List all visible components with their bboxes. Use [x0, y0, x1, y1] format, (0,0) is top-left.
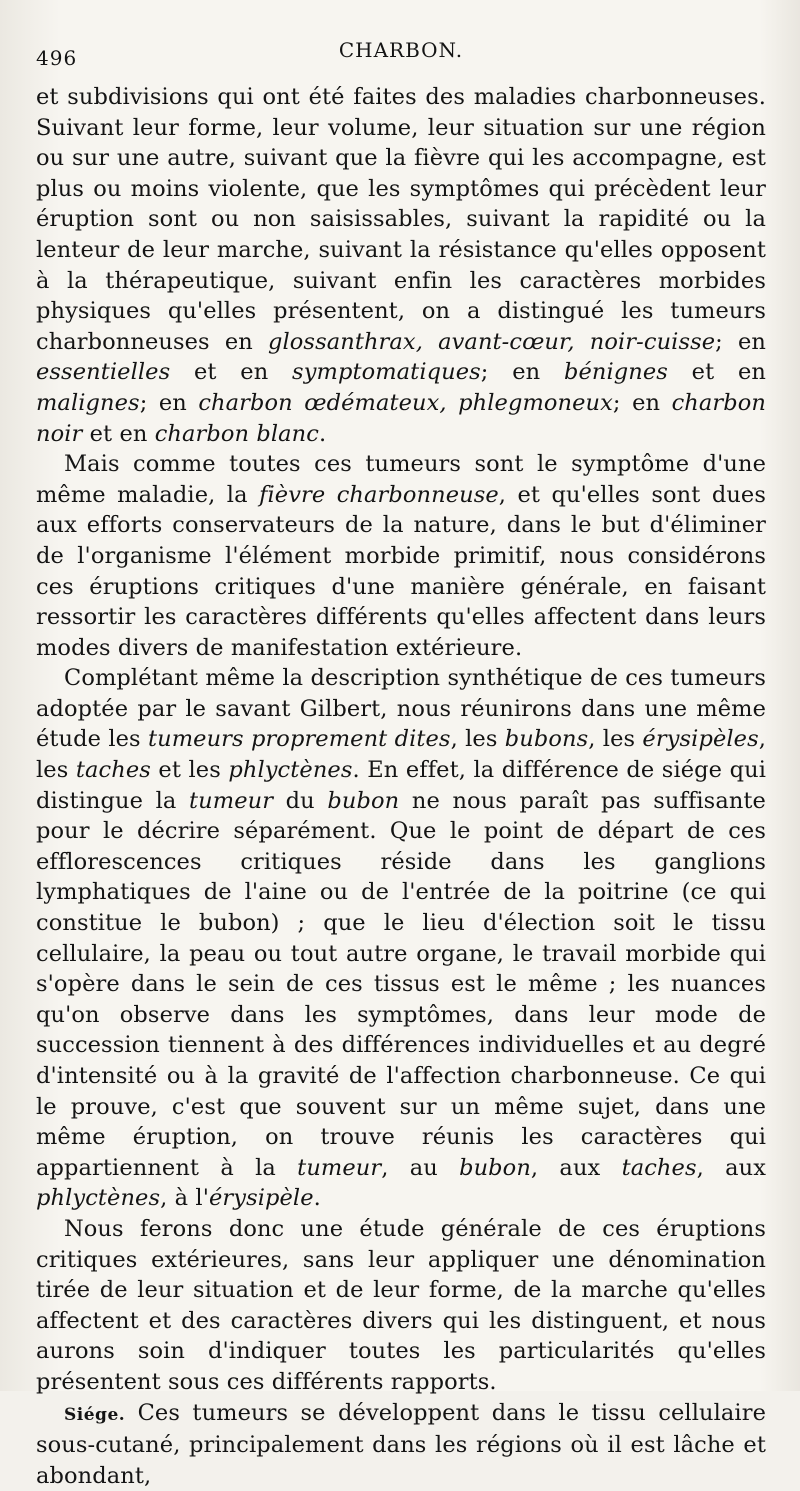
italic-term: érysipèles: [642, 726, 759, 753]
italic-term: phlyctènes: [36, 1185, 161, 1212]
text-run: , aux: [530, 1154, 622, 1181]
italic-term: tumeur: [189, 787, 274, 814]
italic-term: bubon: [459, 1154, 531, 1181]
text-run: ; en: [612, 389, 672, 416]
text-run: Nous ferons donc une étude générale de ces éruptions critiques extérieures, sans leur appliquer une dénomination tirée de leur situation et de leur forme, de la marche qu'elles affectent et des caractères divers qui les distinguent, et nous aurons soin d'indiquer toutes les particularités qu'elles présentent sous ces différents rapports.: [36, 1215, 766, 1395]
italic-term: charbon œdémateux, phlegmoneux: [198, 389, 613, 416]
page-number: 496: [36, 46, 78, 70]
italic-term: tumeurs proprement dites: [147, 726, 451, 753]
italic-term: symptomatiques: [292, 359, 481, 386]
text-run: et en: [667, 359, 766, 386]
text-run: et subdivisions qui ont été faites des maladies charbonneuses. Suivant leur forme, leur volume, leur situation sur une région ou sur une autre, suivant que la fièvre qui les accompagne, est plus ou moins violente, que les symptômes qui précèdent leur éruption sont ou non saisissables, suivant la rapidité ou la lenteur de leur marche, suivant la résistance qu'elles opposent à la thérapeutique, suivant enfin les caractères morbides physiques qu'elles présentent, on a distingué les tumeurs charbonneuses en: [36, 84, 766, 355]
page-body: [36, 82, 766, 1491]
italic-term: essentielles: [36, 359, 171, 386]
paragraph: [36, 663, 766, 1214]
text-run: et en: [170, 359, 293, 386]
italic-term: érysipèle: [208, 1185, 314, 1212]
text-run: , à l': [160, 1185, 209, 1212]
italic-term: bénignes: [563, 359, 668, 386]
text-run: et en: [82, 420, 155, 447]
paragraph: [36, 1214, 766, 1398]
italic-term: phlyctènes: [228, 757, 353, 784]
paragraph: [36, 82, 766, 449]
text-run: , les: [588, 726, 643, 753]
italic-term: tumeur: [297, 1154, 382, 1181]
text-run: .: [318, 420, 327, 447]
paragraph: [36, 1398, 766, 1491]
italic-term: taches: [75, 757, 151, 784]
italic-term: charbon noir: [36, 389, 766, 447]
italic-term: bubon: [327, 787, 400, 814]
text-run: , au: [381, 1154, 460, 1181]
text-run: du: [273, 787, 328, 814]
text-run: , les: [36, 726, 766, 784]
text-run: , les: [450, 726, 505, 753]
italic-term: fièvre charbonneuse: [259, 481, 499, 508]
running-title: CHARBON.: [338, 38, 464, 62]
text-run: ; en: [139, 389, 199, 416]
text-run: .: [313, 1185, 321, 1212]
text-run: Mais comme toutes ces tumeurs sont le symptôme d'une même maladie, la: [36, 451, 766, 508]
text-run: Ces tumeurs se développent dans le tissu cellulaire sous-cutané, principalement dans les régions où il est lâche et abondant,: [36, 1399, 766, 1489]
text-run: , et qu'elles sont dues aux efforts conservateurs de la nature, dans le but d'éliminer de l'organisme l'élément morbide primitif, nous considérons ces éruptions critiques d'une manière générale, en faisant ressortir les caractères différents qu'elles affectent dans leurs modes divers de manifestation extérieure.: [36, 481, 766, 661]
page-header: [36, 38, 766, 68]
text-run: Complétant même la description synthétique de ces tumeurs adoptée par le savant Gilbert, nous réunirons dans une même étude les: [36, 665, 766, 753]
italic-term: bubons: [504, 726, 589, 753]
paragraph: [36, 449, 766, 663]
section-label: Siége.: [64, 1404, 126, 1425]
text-run: et les: [150, 757, 229, 784]
italic-term: malignes: [36, 389, 140, 416]
text-run: ; en: [715, 328, 766, 355]
italic-term: glossanthrax, avant-cœur, noir-cuisse: [267, 328, 716, 355]
text-run: , aux: [696, 1154, 766, 1181]
text-run: . En effet, la différence de siége qui distingue la: [36, 757, 766, 814]
italic-term: charbon blanc: [154, 420, 319, 447]
text-run: ; en: [480, 359, 564, 386]
text-run: ne nous paraît pas suffisante pour le décrire séparément. Que le point de départ de ces efflorescences critiques réside dans les ganglions lymphatiques de l'aine ou de l'entrée de la poitrine (ce qui constitue le bubon) ; que le lieu d'élection soit le tissu cellulaire, la peau ou tout autre organe, le travail morbide qui s'opère dans le sein de ces tissus est le même ; les nuances qu'on observe dans les symptômes, dans leur mode de succession tiennent à des différences individuelles et au degré d'intensité ou à la gravité de l'affection charbonneuse. Ce qui le prouve, c'est que souvent sur un même sujet, dans une même éruption, on trouve réunis les caractères qui appartiennent à la: [36, 787, 766, 1181]
italic-term: taches: [621, 1154, 697, 1181]
